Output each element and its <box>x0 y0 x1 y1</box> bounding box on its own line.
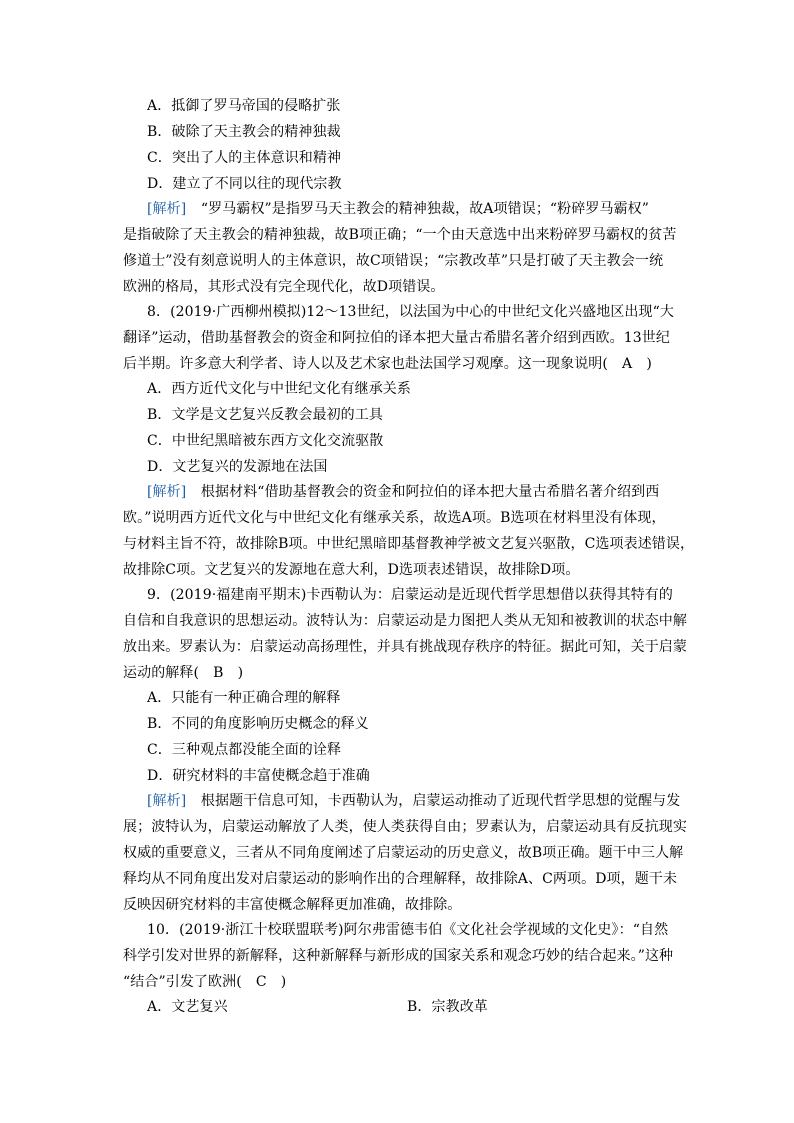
q8-option-a: A．西方近代文化与中世纪文化有继承关系 <box>147 381 412 397</box>
q9-analysis-line: 权威的重要意义，三者从不同角度阐述了启蒙运动的历史意义，故B项正确。题干中三人解 <box>123 845 684 861</box>
q9-analysis-first-line <box>147 792 680 810</box>
q9-stem-line: 放出来。罗素认为：启蒙运动高扬理性，并具有挑战现存秩序的特征。据此可知，关于启蒙 <box>123 639 687 655</box>
q7-analysis-line: 欧洲的格局，其形式没有完全现代化，故D项错误。 <box>123 279 445 295</box>
q8-analysis-line: 故排除C项。文艺复兴的发源地在意大利，D选项表述错误，故排除D项。 <box>123 562 580 578</box>
q10-stem-line: “结合”引发了欧洲( C ) <box>123 974 287 990</box>
q9-option-c: C．三种观点都没能全面的诠释 <box>147 742 342 758</box>
q9-option-a: A．只能有一种正确合理的解释 <box>147 690 341 706</box>
q9-option-b: B．不同的角度影响历史概念的释义 <box>147 716 369 732</box>
q8-stem-line: 8．(2019·广西柳州模拟)12～13世纪，以法国为中心的中世纪文化兴盛地区出现“大 <box>147 304 674 320</box>
q7-analysis-line: 修道士”没有刻意说明人的主体意识，故C项错误；“宗教改革”只是打破了天主教会一统 <box>123 253 664 269</box>
q8-analysis-line: 欧。”说明西方近代文化与中世纪文化有继承关系，故选A项。B选项在材料里没有体现， <box>123 510 666 526</box>
analysis-tag: [解析] <box>147 201 187 217</box>
q8-option-b: B．文学是文艺复兴反教会最初的工具 <box>147 407 383 423</box>
q8-analysis-first-line <box>147 483 659 501</box>
q7-analysis-line: 是指破除了天主教会的精神独裁，故B项正确；“一个由天意选中出来粉碎罗马霸权的贫苦 <box>123 227 677 243</box>
q8-stem-line: 翻译”运动，借助基督教会的资金和阿拉伯的译本把大量古希腊名著介绍到西欧。13世纪 <box>123 330 670 346</box>
analysis-tag: [解析] <box>147 484 187 500</box>
q7-option-a: A．抵御了罗马帝国的侵略扩张 <box>147 98 341 114</box>
q9-option-d: D．研究材料的丰富使概念趋于准确 <box>147 768 370 784</box>
q7-option-c: C．突出了人的主体意识和精神 <box>147 150 342 166</box>
q8-stem-line: 后半期。许多意大利学者、诗人以及艺术家也赴法国学习观摩。这一现象说明( A ) <box>123 356 652 372</box>
q10-stem-line: 10．(2019·浙江十校联盟联考)阿尔弗雷德韦伯《文化社会学视域的文化史》：“自然 <box>147 922 669 938</box>
q9-stem-line: 运动的解释( B ) <box>123 665 244 681</box>
q8-analysis-line: 与材料主旨不符，故排除B项。中世纪黑暗即基督教神学被文艺复兴驱散，C选项表述错误， <box>123 536 695 552</box>
analysis-text: 根据题干信息可知，卡西勒认为，启蒙运动推动了近现代哲学思想的觉醒与发 <box>200 793 681 809</box>
q7-option-b: B．破除了天主教会的精神独裁 <box>147 124 341 140</box>
q9-analysis-line: 展；波特认为，启蒙运动解放了人类，使人类获得自由；罗素认为，启蒙运动具有反抗现实 <box>123 819 687 835</box>
q8-option-d: D．文艺复兴的发源地在法国 <box>147 459 328 475</box>
q9-analysis-line: 释均从不同角度出发对启蒙运动的影响作出的合理解释，故排除A、C两项。D项，题干未 <box>123 871 678 887</box>
q9-analysis-line: 反映因研究材料的丰富使概念解释更加准确，故排除。 <box>123 897 462 913</box>
q8-option-c: C．中世纪黑暗被东西方文化交流驱散 <box>147 433 384 449</box>
analysis-text: 根据材料“借助基督教会的资金和阿拉伯的译本把大量古希腊名著介绍到西 <box>200 484 660 500</box>
q10-option-b: B．宗教改革 <box>407 999 488 1015</box>
q10-stem-line: 科学引发对世界的新解释，这种新解释与新形成的国家关系和观念巧妙的结合起来。”这种 <box>123 948 674 964</box>
q9-stem-line: 9．(2019·福建南平期末)卡西勒认为：启蒙运动是近现代哲学思想借以获得其特有的 <box>147 587 674 603</box>
q9-stem-line: 自信和自我意识的思想运动。波特认为：启蒙运动是力图把人类从无知和被教训的状态中解 <box>123 613 687 629</box>
analysis-tag: [解析] <box>147 793 187 809</box>
q10-option-a: A．文艺复兴 <box>147 999 228 1015</box>
analysis-text: “罗马霸权”是指罗马天主教会的精神独裁，故A项错误；“粉碎罗马霸权” <box>200 201 650 217</box>
q7-option-d: D．建立了不同以往的现代宗教 <box>147 176 342 192</box>
q7-analysis-first-line <box>147 200 649 218</box>
